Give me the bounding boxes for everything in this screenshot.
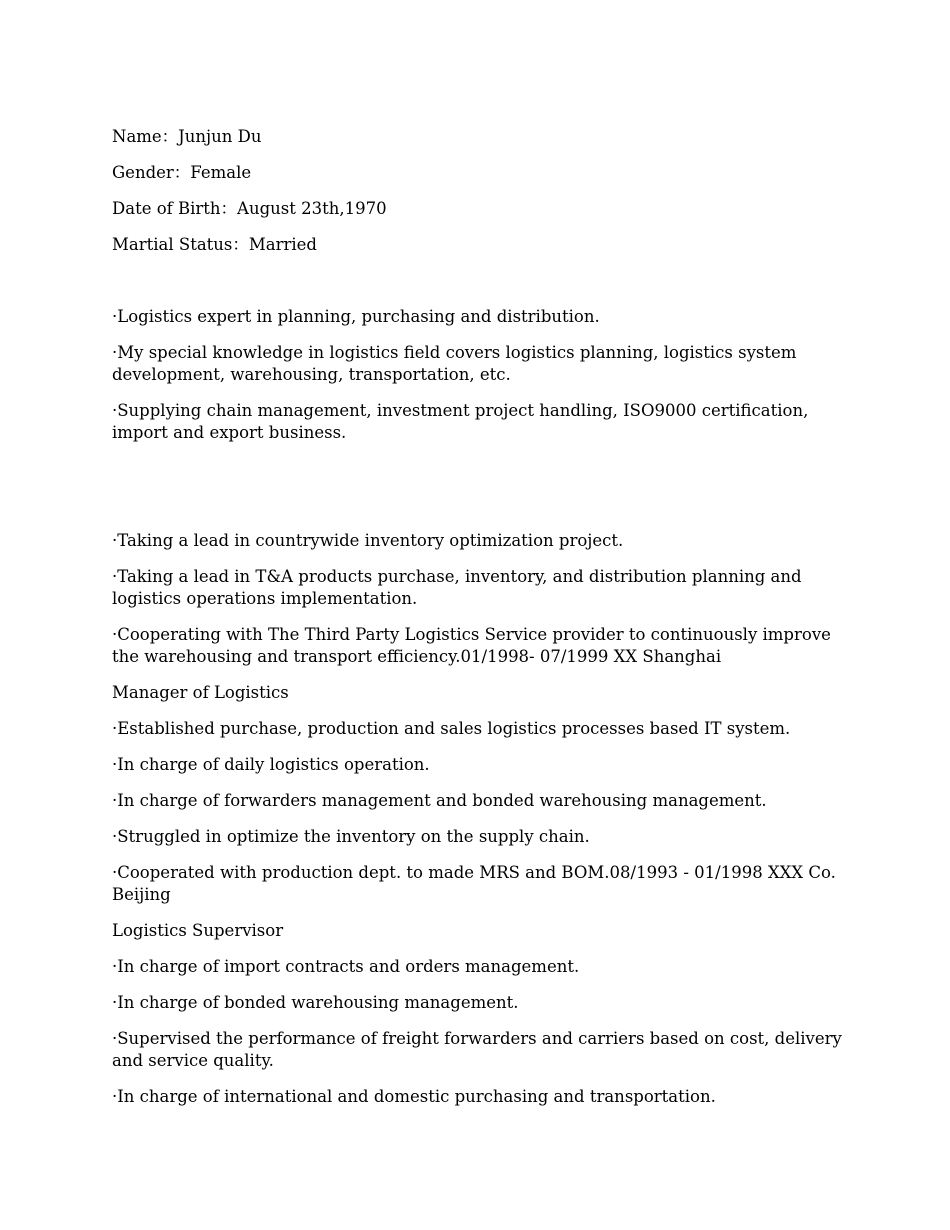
experience-item: ·Taking a lead in countrywide inventory optimization project. xyxy=(112,531,624,550)
experience-item: ·In charge of international and domestic purchasing and transportation. xyxy=(112,1087,716,1106)
resume-document xyxy=(112,126,842,1122)
experience-item: ·Taking a lead in T&A products purchase, inventory, and distribution planning and logistics operations implementation. xyxy=(112,567,802,608)
experience-item: ·Cooperated with production dept. to made MRS and BOM.08/1993 - 01/1998 XXX Co. Beijing xyxy=(112,863,836,904)
section-spacer xyxy=(112,458,842,530)
gender-line: Gender：Female xyxy=(112,163,252,182)
dob-line: Date of Birth：August 23th,1970 xyxy=(112,199,387,218)
job-title: Logistics Supervisor xyxy=(112,921,284,940)
summary-item: ·Logistics expert in planning, purchasing and distribution. xyxy=(112,307,600,326)
summary-item: ·My special knowledge in logistics field covers logistics planning, logistics system development, warehousing, transportation, etc. xyxy=(112,343,797,384)
summary-item: ·Supplying chain management, investment project handling, ISO9000 certification, import and export business. xyxy=(112,401,809,442)
experience-item: ·In charge of import contracts and orders management. xyxy=(112,957,580,976)
marital-status-line: Martial Status：Married xyxy=(112,235,317,254)
experience-item: ·Struggled in optimize the inventory on the supply chain. xyxy=(112,827,590,846)
experience-item: ·In charge of daily logistics operation. xyxy=(112,755,430,774)
experience-item: ·Cooperating with The Third Party Logistics Service provider to continuously improve the warehousing and transport efficiency.01/1998- 07/1999 XX Shanghai xyxy=(112,625,831,666)
job-title: Manager of Logistics xyxy=(112,683,289,702)
name-line: Name：Junjun Du xyxy=(112,127,262,146)
experience-item: ·Established purchase, production and sales logistics processes based IT system. xyxy=(112,719,791,738)
section-spacer xyxy=(112,270,842,306)
experience-item: ·Supervised the performance of freight forwarders and carriers based on cost, delivery and service quality. xyxy=(112,1029,842,1070)
experience-item: ·In charge of bonded warehousing management. xyxy=(112,993,519,1012)
experience-item: ·In charge of forwarders management and bonded warehousing management. xyxy=(112,791,767,810)
